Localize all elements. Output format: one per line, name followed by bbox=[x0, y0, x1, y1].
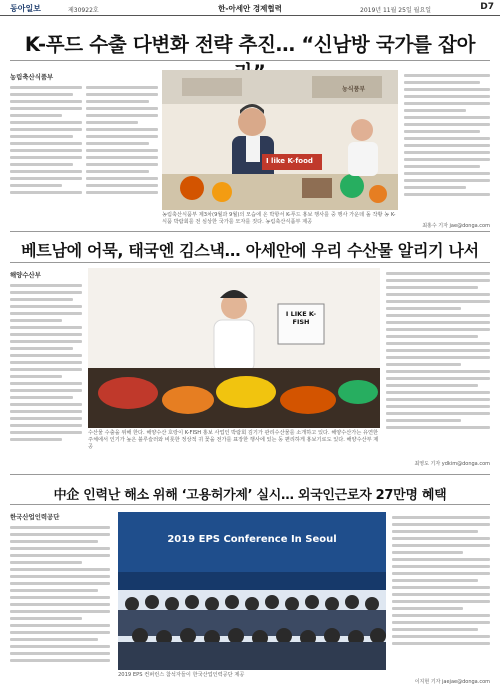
article-2-signature: 최영도 기자 ydkim@donga.com bbox=[414, 461, 490, 467]
newspaper-logo: 동아일보 bbox=[10, 3, 41, 13]
article-1-photo bbox=[162, 70, 398, 210]
article-3-photo bbox=[118, 512, 386, 670]
article-1-signature: 최홍수 기자 jae@donga.com bbox=[422, 223, 490, 229]
article-1-caption: 농림축산식품부 제3차(9월과 9월)의 모습에 온 박항서 K-푸드 홍보 행사를 중 행사 가운데 돌 작황 농 K-식품 박람회를 전 심상한 국가를 모자를 짓다. 농림축산식품부 제공 bbox=[162, 212, 396, 225]
eps-banner-label: 2019 EPS Conference In Seoul bbox=[167, 534, 337, 545]
article-2-photo bbox=[88, 268, 380, 428]
article-2-body-col-1 bbox=[10, 280, 82, 470]
article-2-top-rule bbox=[10, 231, 490, 232]
article-3-caption: 2019 EPS 컨퍼런스 참석자들이 한국산업인력공단 제공 bbox=[118, 672, 245, 678]
article-3-rule bbox=[10, 504, 490, 505]
issue-number: 제30922호 bbox=[68, 7, 99, 14]
kfood-banner-label: I like K-food bbox=[266, 157, 313, 165]
article-1-headline: K-푸드 수출 다변화 전략 추진… “신남방 국가를 잡아 bbox=[24, 33, 476, 56]
article-1-body-col-1 bbox=[10, 82, 82, 214]
page-number: D7 bbox=[480, 2, 494, 12]
article-1-body-col-2 bbox=[86, 82, 158, 214]
article-3-byline: 한국산업인력공단 bbox=[10, 513, 60, 521]
issue-date: 2019년 11월 25일 월요일 bbox=[360, 7, 432, 14]
article-2-rule bbox=[10, 262, 490, 263]
article-3-signature: 이지현 기자 jaejae@donga.com bbox=[414, 679, 490, 685]
kfish-event-illustration bbox=[88, 268, 380, 428]
article-1-body-col-3 bbox=[404, 70, 490, 218]
article-3-body-col-1 bbox=[10, 522, 110, 684]
article-3-headline: 中企 인력난 해소 위해 ‘고용허가제’ 실시… 외국인근로자 27만명 혜택 bbox=[53, 488, 447, 503]
article-2-body-col-2 bbox=[386, 268, 490, 456]
article-2-headline: 베트남에 어묵, 태국엔 김스낵… 아세안에 우리 수산물 알리기 나서 bbox=[21, 241, 479, 260]
kfood-banner-sign: 농식품부 bbox=[342, 86, 366, 93]
article-1-rule bbox=[10, 60, 490, 61]
article-2-caption: 수산물 수출을 위해 한다. 해양수산 호랑이 K-FISH 홍보 사업인 박람회 김기가 관리수산물를 소개하고 있다. 해양수산가는 유연한 주체에서 인기가 높은 블루슬러와 비롯한 정상적 귀 꽃을 전가를 표장한 행사에 있는 동 편리하게 홍보기로도 있다. 해양수산부 제공 bbox=[88, 430, 379, 450]
article-2-byline: 해양수산부 bbox=[10, 271, 41, 279]
article-1-byline: 농림축산식품부 bbox=[10, 73, 54, 81]
kfish-board-label: I LIKE K-FISH bbox=[285, 310, 317, 326]
article-3-top-rule bbox=[10, 474, 490, 475]
article-3-body-col-2 bbox=[392, 512, 490, 672]
section-title: 한-아세안 경제협력 bbox=[218, 4, 282, 13]
masthead bbox=[0, 0, 500, 16]
